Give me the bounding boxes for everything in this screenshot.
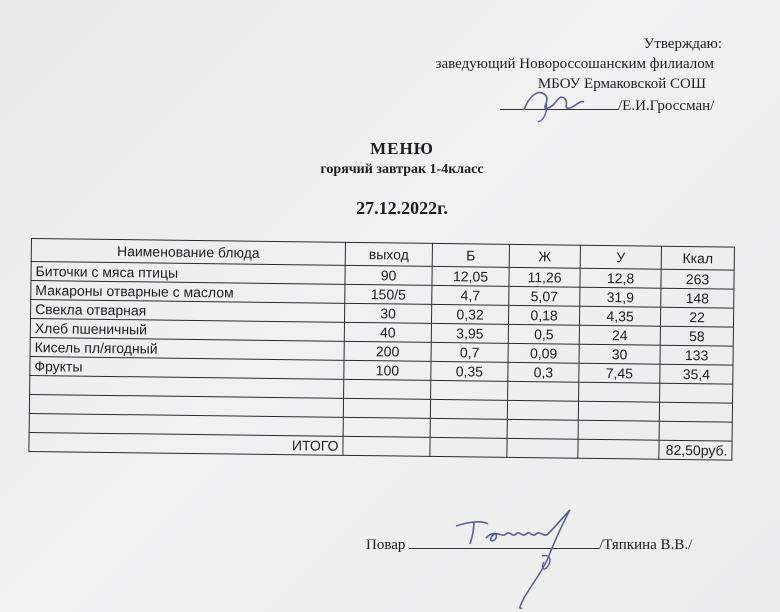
dish-kcal: 35,4 — [660, 364, 733, 384]
menu-date: 27.12.2022г. — [356, 198, 448, 218]
dish-protein: 0,35 — [431, 361, 508, 381]
dish-fat: 11,26 — [509, 267, 580, 287]
dish-fat: 0,3 — [508, 362, 579, 382]
dish-output: 100 — [344, 360, 431, 380]
dish-carbs: 4,35 — [579, 306, 660, 326]
dish-output: 90 — [345, 265, 432, 285]
dish-carbs: 12,8 — [580, 268, 661, 288]
header-fat: Ж — [509, 244, 580, 268]
approver-signature — [518, 80, 590, 124]
total-value: 82,50руб. — [659, 440, 732, 460]
dish-kcal: 263 — [661, 269, 734, 289]
total-label: ИТОГО — [29, 432, 343, 455]
dish-kcal: 133 — [660, 345, 733, 365]
dish-protein: 0,32 — [431, 304, 508, 324]
dish-output: 30 — [344, 303, 431, 323]
dish-output: 200 — [344, 341, 431, 361]
dish-carbs: 31,9 — [580, 287, 661, 307]
cook-label: Повар — [366, 537, 406, 553]
dish-protein: 0,7 — [431, 342, 508, 362]
header-kcal: Ккал — [661, 246, 734, 270]
menu-title: МЕНЮ — [370, 139, 434, 158]
header-dish-name: Наименование блюда — [31, 239, 345, 266]
menu-table — [28, 238, 735, 461]
dish-name: Кисель пл/ягодный — [30, 337, 344, 360]
dish-name: Биточки с мяса птицы — [31, 262, 345, 285]
dish-name: Хлеб пшеничный — [30, 319, 344, 342]
menu-subtitle: горячий завтрак 1-4класс — [320, 162, 484, 177]
dish-kcal: 148 — [661, 288, 734, 308]
dish-protein: 12,05 — [432, 266, 509, 286]
dish-name: Макароны отварные с маслом — [31, 281, 345, 304]
approval-heading: Утверждаю: — [643, 36, 722, 52]
approval-position: заведующий Новороссошанским филиалом — [435, 56, 714, 72]
dish-output: 40 — [344, 322, 431, 342]
dish-name: Фрукты — [30, 356, 344, 379]
dish-protein: 4,7 — [432, 285, 509, 305]
dish-fat: 0,5 — [508, 324, 579, 344]
dish-carbs: 7,45 — [579, 363, 660, 383]
dish-fat: 0,18 — [508, 305, 579, 325]
dish-protein: 3,95 — [431, 323, 508, 343]
cook-signature — [448, 498, 598, 612]
header-carbs: У — [580, 245, 661, 269]
dish-fat: 0,09 — [508, 343, 579, 363]
dish-fat: 5,07 — [509, 286, 580, 306]
dish-carbs: 30 — [579, 344, 660, 364]
dish-kcal: 22 — [660, 307, 733, 327]
header-output: выход — [345, 242, 432, 266]
dish-kcal: 58 — [660, 326, 733, 346]
dish-carbs: 24 — [579, 325, 660, 345]
approval-school: МБОУ Ермаковской СОШ — [537, 76, 706, 92]
approver-name: /Е.И.Гроссман/ — [618, 98, 715, 114]
dish-output: 150/5 — [345, 284, 432, 304]
cook-name: /Тяпкина В.В./ — [599, 537, 693, 553]
header-protein: Б — [432, 243, 509, 267]
dish-name: Свекла отварная — [31, 300, 345, 323]
